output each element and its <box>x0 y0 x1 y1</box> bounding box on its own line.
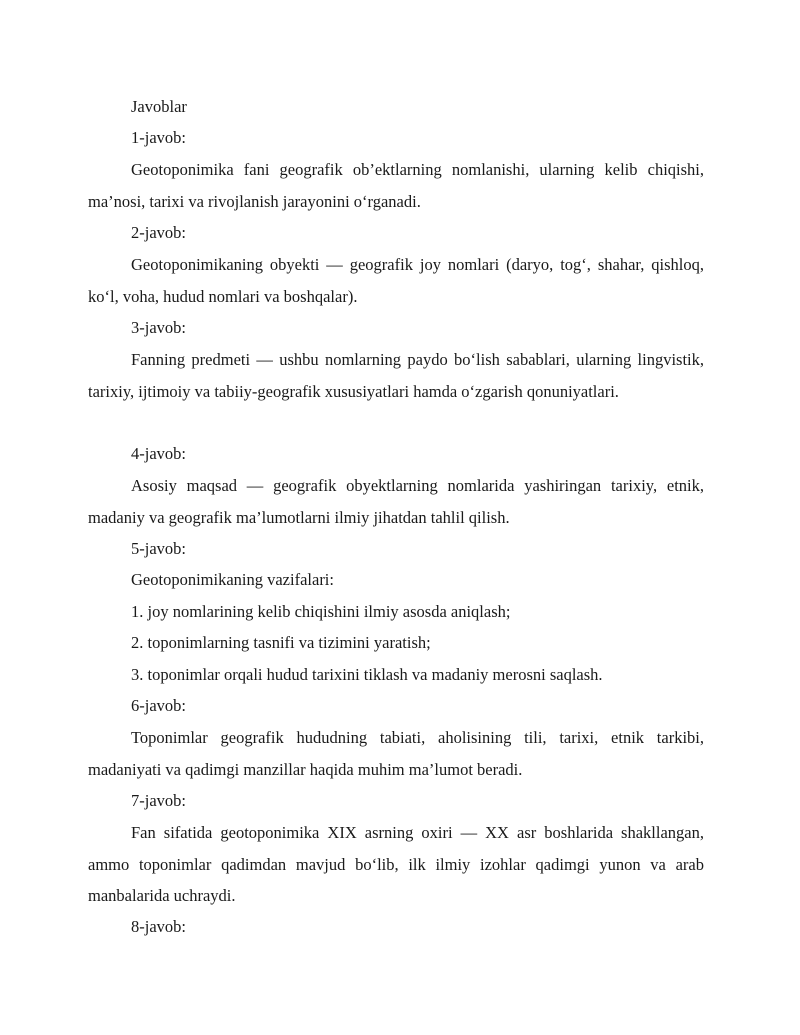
answer-5-item-3: 3. toponimlar orqali hudud tarixini tiklash va madaniy merosni saqlash. <box>131 665 603 684</box>
answer-4-label: 4-javob: <box>131 444 186 463</box>
answer-2-text: Geotoponimikaning obyekti — geografik joy nomlari (daryo, tog‘, shahar, qishloq, ko‘l, voha, hudud nomlari va boshqalar). <box>88 255 704 306</box>
answer-8-label: 8-javob: <box>131 917 186 936</box>
answer-1-text: Geotoponimika fani geografik ob’ektlarning nomlanishi, ularning kelib chiqishi, ma’nosi, tarixi va rivojlanish jarayonini o‘rganadi. <box>88 160 704 211</box>
answer-6-text: Toponimlar geografik hududning tabiati, aholisining tili, tarixi, etnik tarkibi, madaniyati va qadimgi manzillar haqida muhim ma’lumot beradi. <box>88 728 704 779</box>
answer-7-label: 7-javob: <box>131 791 186 810</box>
answer-3-text: Fanning predmeti — ushbu nomlarning paydo bo‘lish sabablari, ularning lingvistik, tarixiy, ijtimoiy va tabiiy-geografik xususiyatlari hamda o‘zgarish qonuniyatlari. <box>88 350 704 401</box>
answer-3-label: 3-javob: <box>131 318 186 337</box>
answer-7-text: Fan sifatida geotoponimika XIX asrning oxiri — XX asr boshlarida shakllangan, ammo toponimlar qadimdan mavjud bo‘lib, ilk ilmiy izohlar qadimgi yunon va arab manbalarida uchraydi. <box>88 823 704 905</box>
answer-5-item-2: 2. toponimlarning tasnifi va tizimini yaratish; <box>131 633 431 652</box>
answer-5-item-1: 1. joy nomlarining kelib chiqishini ilmiy asosda aniqlash; <box>131 602 511 621</box>
answer-5-label: 5-javob: <box>131 539 186 558</box>
answer-6-label: 6-javob: <box>131 696 186 715</box>
answer-5-intro: Geotoponimikaning vazifalari: <box>131 570 334 589</box>
answer-1-label: 1-javob: <box>131 128 186 147</box>
answer-2-label: 2-javob: <box>131 223 186 242</box>
answer-4-text: Asosiy maqsad — geografik obyektlarning nomlarida yashiringan tarixiy, etnik, madaniy va geografik ma’lumotlarni ilmiy jihatdan tahlil qilish. <box>88 476 704 527</box>
document-heading: Javoblar <box>131 97 187 116</box>
